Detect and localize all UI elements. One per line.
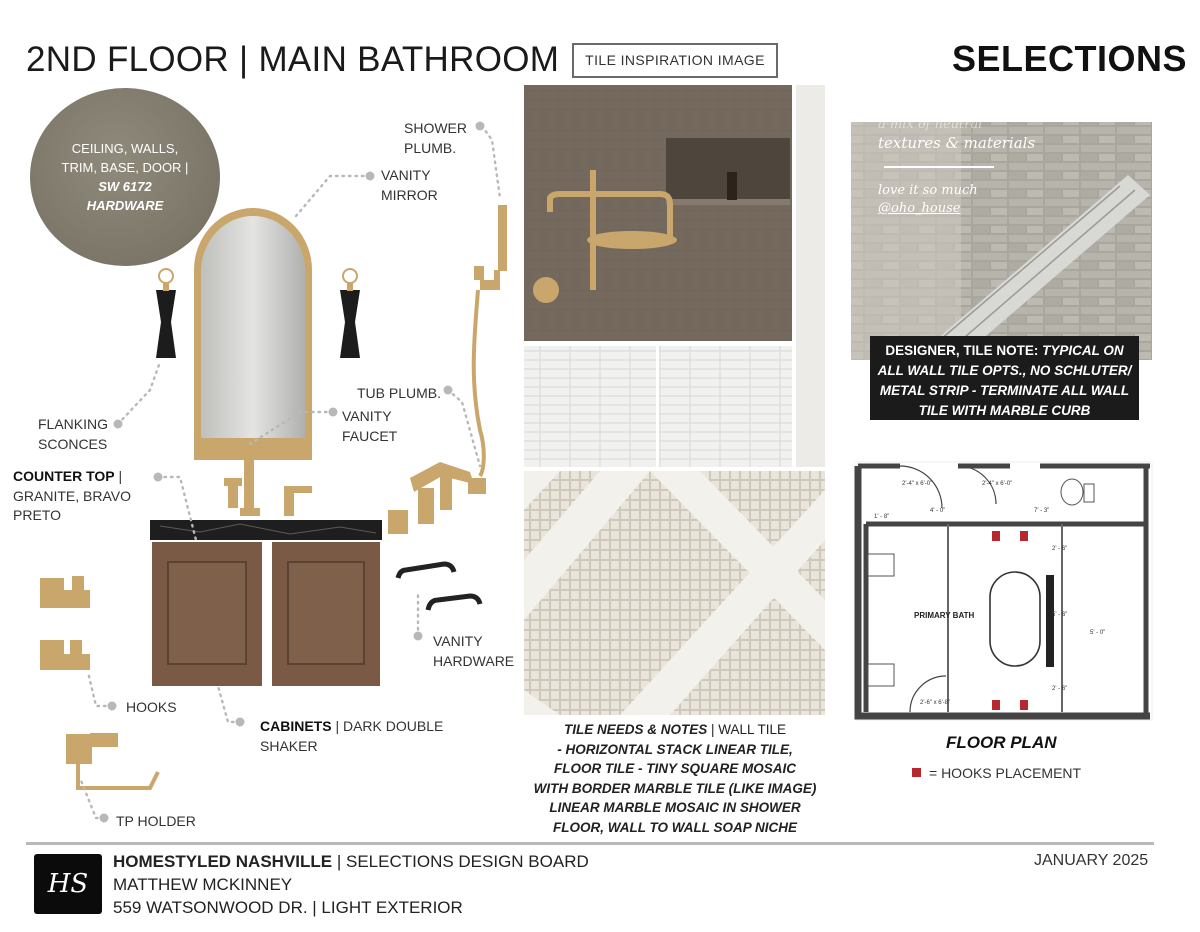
vanity-mirror-label bbox=[381, 166, 438, 205]
designer-tile-note bbox=[870, 336, 1139, 420]
fp-dim-door2: 2'-4" x 6'-0" bbox=[982, 481, 1013, 487]
vanity-pull-1 bbox=[398, 564, 454, 578]
footer-client: MATTHEW MCKINNEY bbox=[113, 875, 293, 894]
fp-dim-d: 5' - 0" bbox=[1090, 630, 1106, 636]
vanity-hardware-label bbox=[433, 632, 514, 671]
shower-plumb-label bbox=[404, 119, 467, 158]
tp-holder-label: TP HOLDER bbox=[116, 813, 196, 829]
cabinets-title: CABINETS bbox=[260, 718, 332, 734]
cabinets-desc: | DARK DOUBLE bbox=[331, 718, 444, 734]
hook-2 bbox=[40, 640, 90, 670]
fp-dim-g: 2' - 6" bbox=[1052, 686, 1068, 692]
footer-divider bbox=[26, 842, 1154, 845]
floor-plan-title: FLOOR PLAN bbox=[946, 733, 1057, 752]
counter-top-label bbox=[13, 467, 131, 526]
fp-dim-f: 5' - 6" bbox=[1052, 612, 1068, 618]
shower-plumbing bbox=[474, 205, 507, 476]
designer-note-label: DESIGNER, TILE NOTE: bbox=[885, 343, 1039, 358]
tile-notes-line3: WITH BORDER MARBLE TILE (LIKE IMAGE) bbox=[533, 780, 817, 796]
hooks-legend bbox=[912, 765, 1081, 781]
tile-notes-line1: - HORIZONTAL STACK LINEAR TILE, bbox=[557, 741, 793, 757]
designer-note-line1: TYPICAL ON bbox=[1038, 343, 1124, 358]
tile-notes-line4: LINEAR MARBLE MOSAIC IN SHOWER bbox=[549, 800, 801, 815]
footer-company-line bbox=[113, 852, 589, 872]
page-title: 2ND FLOOR | MAIN BATHROOM bbox=[26, 40, 560, 79]
overlay-line1: a mix of neutral bbox=[878, 117, 983, 132]
designer-note-line4: TILE WITH MARBLE CURB bbox=[918, 403, 1091, 418]
paint-color-code: SW 6172 bbox=[98, 179, 152, 194]
vanity-faucet-label-1: VANITY bbox=[342, 408, 392, 424]
vanity-faucet-label-2: FAUCET bbox=[342, 427, 398, 444]
vanity-hardware-label-1: VANITY bbox=[433, 633, 483, 649]
tub-plumb-label: TUB PLUMB. bbox=[357, 385, 442, 401]
tub-plumbing bbox=[388, 462, 486, 534]
fp-dim-door3: 2'-6" x 6'-8" bbox=[920, 700, 951, 706]
paint-line2: TRIM, BASE, DOOR | bbox=[61, 160, 189, 175]
tile-needs-notes bbox=[522, 720, 828, 837]
counter-top-title: COUNTER TOP bbox=[13, 468, 115, 484]
homestyled-logo: HS bbox=[34, 854, 102, 914]
fp-dim-e: 2' - 6" bbox=[1052, 546, 1068, 552]
tile-notes-line2: FLOOR TILE - TINY SQUARE MOSAIC bbox=[553, 761, 796, 776]
tile-inspiration-label: TILE INSPIRATION IMAGE bbox=[572, 43, 778, 78]
counter-top-sep: | bbox=[114, 468, 123, 484]
designer-note-line2: ALL WALL TILE OPTS., NO SCHLUTER/ bbox=[877, 363, 1132, 378]
counter-top-line1: GRANITE, BRAVO bbox=[13, 487, 131, 504]
cabinets-line2: SHAKER bbox=[260, 737, 318, 754]
overlay-line4: @oho_house bbox=[878, 201, 961, 216]
selections-heading: SELECTIONS bbox=[952, 38, 1188, 79]
tp-holder bbox=[68, 733, 158, 788]
counter-top-line2: PRETO bbox=[13, 507, 61, 523]
hook-1 bbox=[40, 576, 90, 608]
footer-address: 559 WATSONWOOD DR. | LIGHT EXTERIOR bbox=[113, 898, 463, 917]
paint-color-name: HARDWARE bbox=[86, 198, 164, 213]
designer-note-line3: METAL STRIP - TERMINATE ALL WALL bbox=[879, 383, 1130, 398]
fp-room-label: PRIMARY BATH bbox=[914, 611, 975, 620]
hooks-legend-text: = HOOKS PLACEMENT bbox=[929, 765, 1082, 781]
flanking-sconces-label bbox=[38, 415, 108, 454]
right-sconce bbox=[340, 269, 360, 358]
shower-wall-photo bbox=[524, 85, 792, 341]
paint-line1: CEILING, WALLS, bbox=[71, 141, 179, 156]
flanking-sconces-label-1: FLANKING bbox=[38, 416, 109, 432]
fp-dim-a: 1' - 8" bbox=[874, 514, 890, 520]
footer-board: | SELECTIONS DESIGN BOARD bbox=[332, 852, 589, 871]
hook-marker-icon bbox=[912, 768, 921, 777]
vanity-faucet-label bbox=[342, 407, 397, 446]
shower-plumb-label-1: SHOWER bbox=[404, 120, 467, 136]
inspiration-overlay bbox=[878, 117, 1058, 218]
vanity-mirror-label-2: MIRROR bbox=[381, 186, 438, 203]
hooks-label: HOOKS bbox=[126, 699, 177, 715]
marble-strip bbox=[796, 85, 825, 467]
overlay-line2: textures & materials bbox=[878, 134, 1036, 152]
flanking-sconces-label-2: SCONCES bbox=[38, 435, 108, 452]
fp-dim-b: 4' - 0" bbox=[930, 508, 946, 514]
tile-notes-sep: | WALL TILE bbox=[707, 722, 787, 737]
vanity-pull-2 bbox=[428, 596, 480, 610]
left-sconce bbox=[156, 269, 176, 358]
tile-notes-line5: FLOOR, WALL TO WALL SOAP NICHE bbox=[552, 819, 797, 835]
tile-notes-label: TILE NEEDS & NOTES bbox=[563, 722, 708, 737]
fp-dim-door1: 2'-4" x 6'-0" bbox=[902, 481, 933, 487]
shower-plumb-label-2: PLUMB. bbox=[404, 139, 457, 156]
vanity-hardware-label-2: HARDWARE bbox=[433, 652, 515, 669]
footer-company: HOMESTYLED NASHVILLE bbox=[113, 852, 333, 871]
floor-plan-drawing bbox=[856, 462, 1152, 720]
overlay-line3: love it so much bbox=[878, 183, 978, 198]
cabinets-label bbox=[260, 717, 443, 756]
vanity-mirror-label-1: VANITY bbox=[381, 167, 431, 183]
footer-date: JANUARY 2025 bbox=[1034, 852, 1149, 869]
fp-dim-c: 7' - 3" bbox=[1034, 508, 1050, 514]
